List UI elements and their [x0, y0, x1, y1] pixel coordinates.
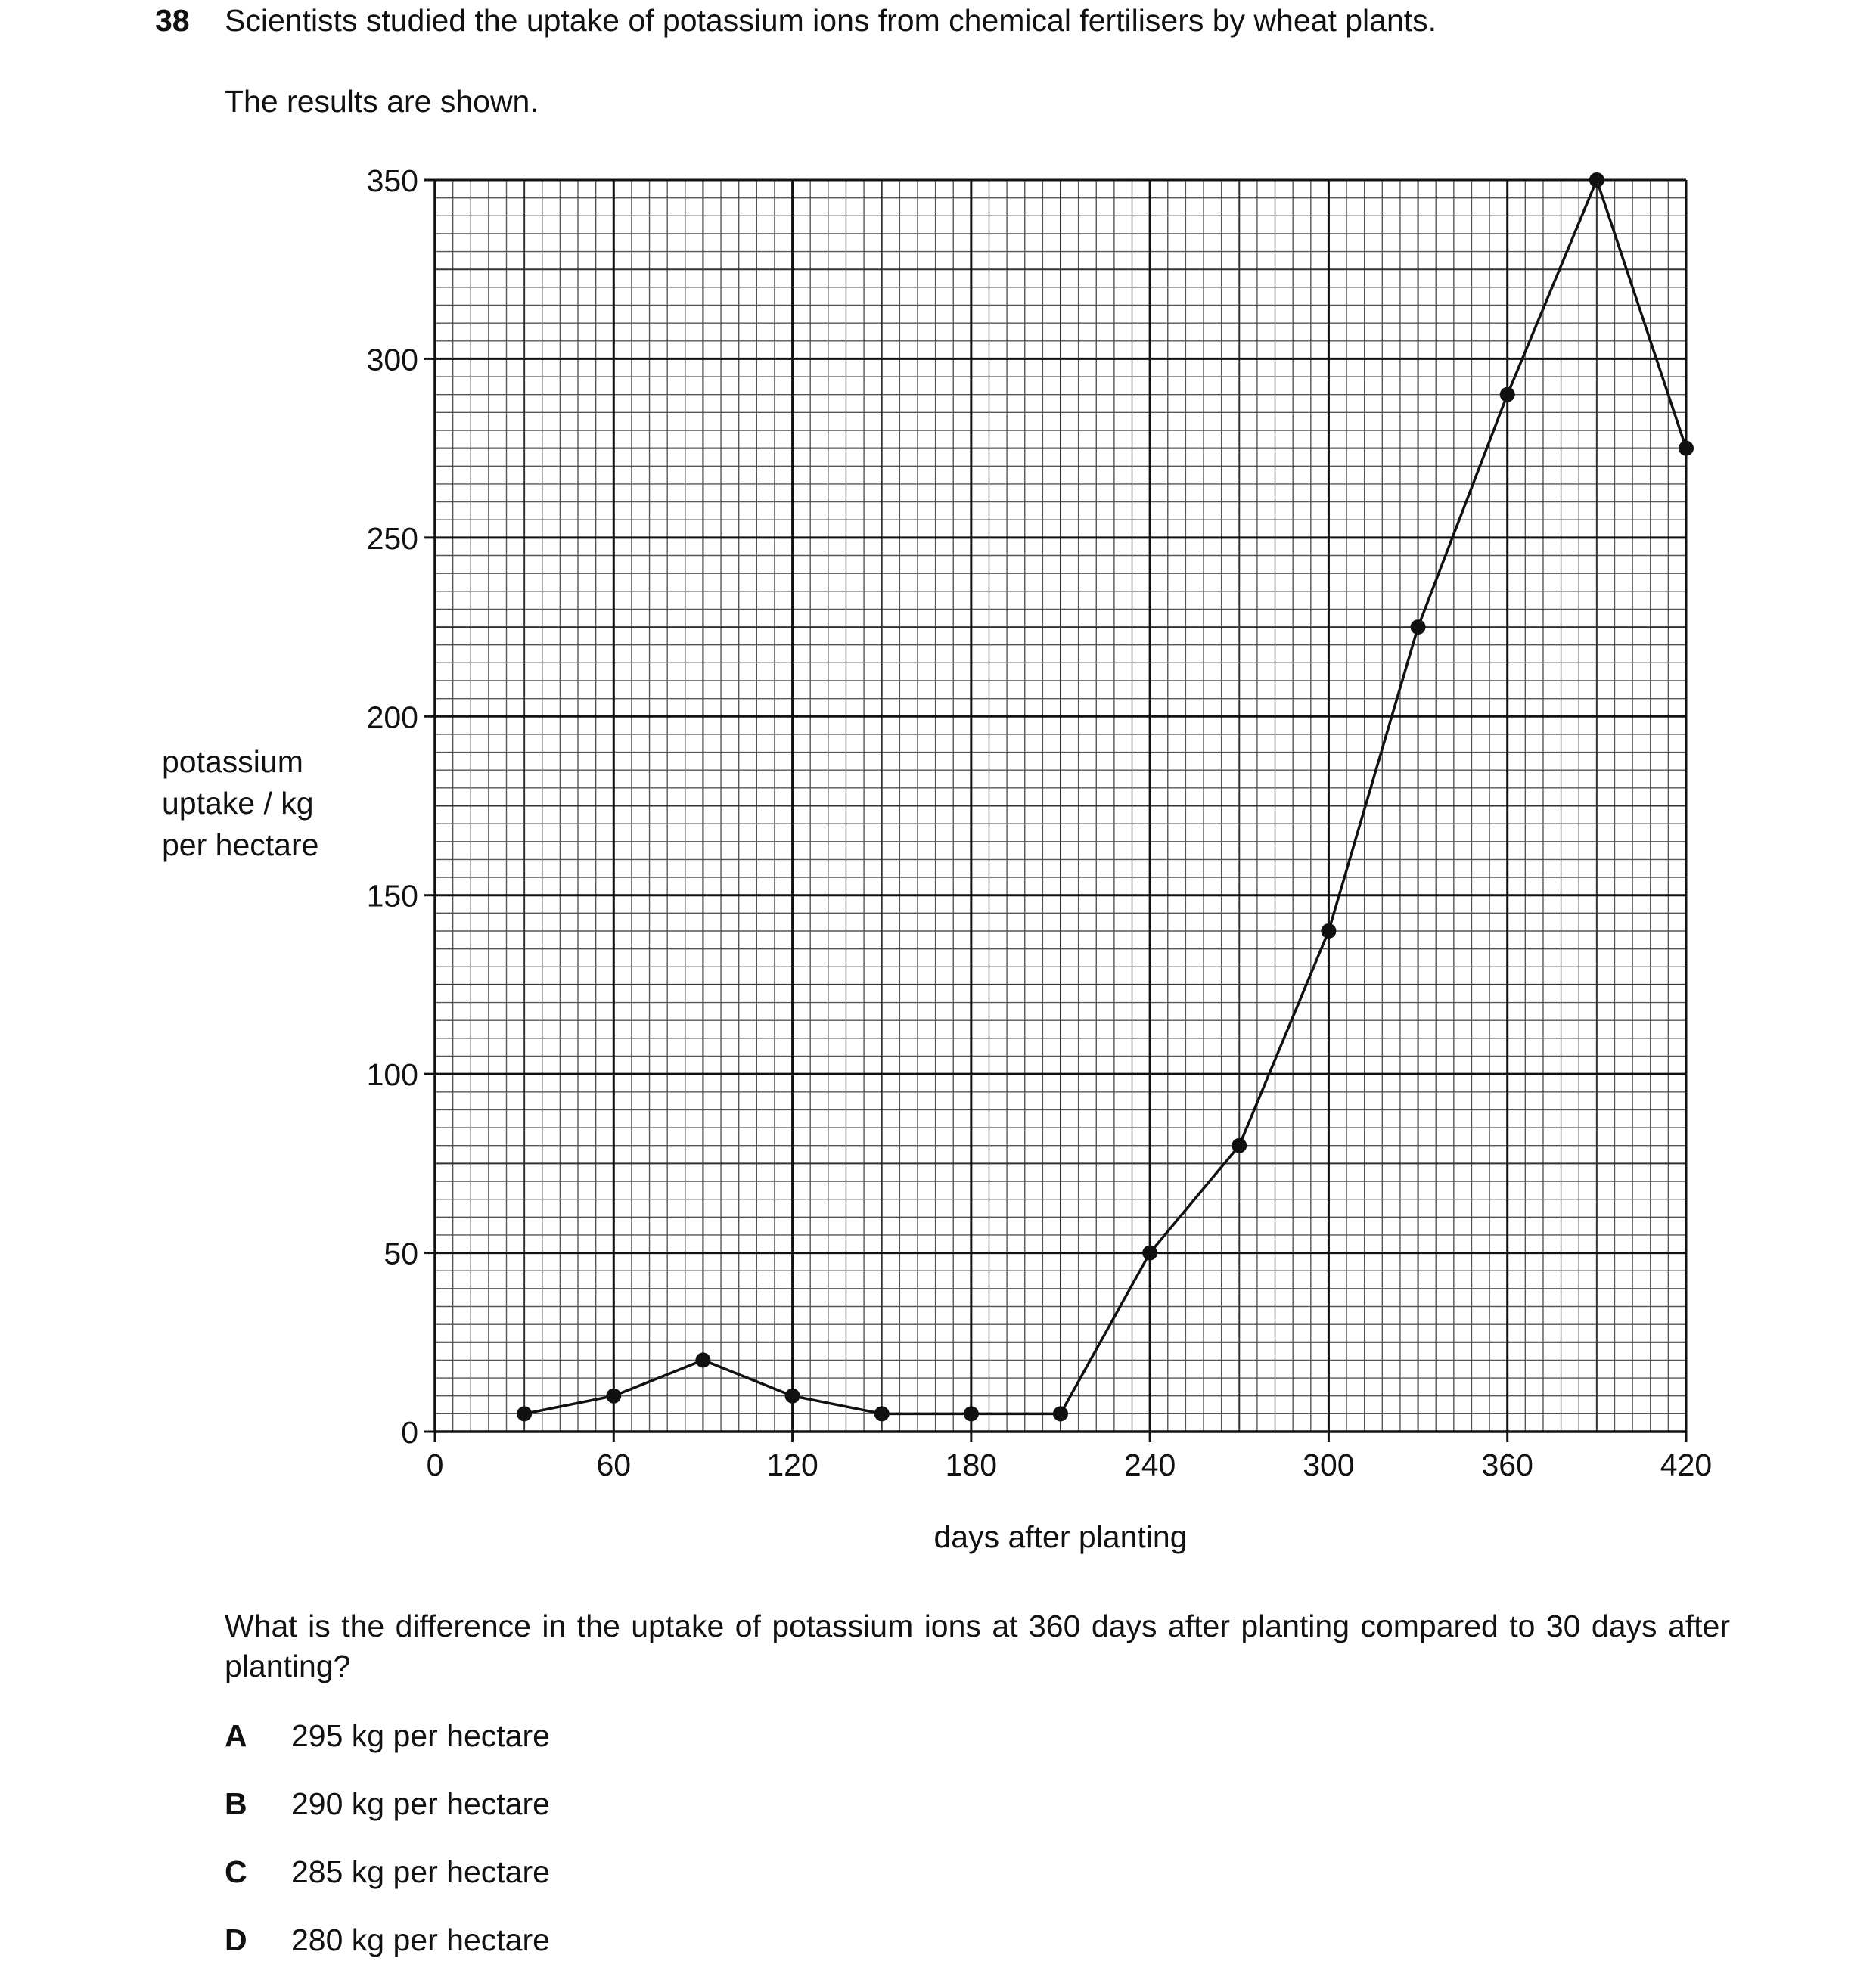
y-tick-label: 350 — [366, 163, 418, 198]
option-c-letter: C — [225, 1854, 247, 1889]
y-tick-labels — [367, 163, 418, 1450]
data-point — [1589, 172, 1604, 188]
option-b-letter: B — [225, 1786, 247, 1821]
x-tick-label: 240 — [1123, 1448, 1176, 1482]
data-point — [785, 1389, 800, 1404]
x-tick-label: 180 — [945, 1448, 998, 1482]
x-tick-label: 0 — [426, 1448, 444, 1482]
x-tick-label: 120 — [766, 1448, 818, 1482]
data-point — [874, 1406, 890, 1421]
option-d-letter: D — [225, 1922, 247, 1957]
x-tick-label: 60 — [596, 1448, 632, 1482]
data-point — [1679, 441, 1694, 456]
y-tick-label: 150 — [366, 878, 418, 914]
x-tick-label: 420 — [1660, 1448, 1713, 1482]
data-point — [517, 1406, 532, 1421]
y-axis-label-line-2: uptake / kg — [162, 786, 314, 821]
option-a-text: 295 kg per hectare — [291, 1718, 550, 1753]
y-axis-label-line-3: per hectare — [162, 827, 319, 862]
option-d[interactable] — [225, 1922, 550, 1958]
data-point — [1500, 387, 1515, 402]
option-b[interactable] — [225, 1786, 550, 1822]
x-axis-label: days after planting — [933, 1519, 1188, 1554]
data-point — [964, 1406, 979, 1421]
option-a-letter: A — [225, 1718, 247, 1753]
data-point — [606, 1389, 621, 1404]
data-point — [1411, 619, 1426, 635]
question-prompt: What is the difference in the uptake of potassium ions at 360 days after planting compared to 30 days after planting? — [225, 1609, 1730, 1683]
data-point — [1321, 923, 1336, 939]
option-c-text: 285 kg per hectare — [291, 1854, 550, 1889]
y-tick-label: 100 — [366, 1057, 418, 1093]
x-tick-labels — [427, 1448, 1713, 1482]
grid-mid — [435, 180, 1686, 1432]
question-intro: The results are shown. — [225, 84, 539, 119]
y-tick-label: 200 — [366, 700, 418, 735]
question-stem: Scientists studied the uptake of potassium ions from chemical fertilisers by wheat plants. — [225, 3, 1437, 38]
y-tick-label: 50 — [384, 1236, 418, 1271]
data-point — [695, 1352, 710, 1367]
option-c[interactable] — [225, 1854, 550, 1890]
x-tick-label: 300 — [1303, 1448, 1355, 1482]
data-point — [1232, 1138, 1247, 1153]
y-axis-label-line-1: potassium — [162, 744, 303, 779]
option-d-text: 280 kg per hectare — [291, 1922, 550, 1957]
option-b-text: 290 kg per hectare — [291, 1786, 550, 1821]
y-tick-label: 300 — [366, 342, 418, 377]
y-tick-label: 250 — [366, 520, 418, 556]
x-tick-label: 360 — [1481, 1448, 1533, 1482]
y-tick-label: 0 — [401, 1415, 418, 1450]
data-point — [1053, 1406, 1068, 1421]
question-number: 38 — [155, 3, 190, 38]
series-line — [524, 180, 1686, 1413]
option-a[interactable] — [225, 1718, 550, 1754]
data-point — [1142, 1246, 1157, 1261]
